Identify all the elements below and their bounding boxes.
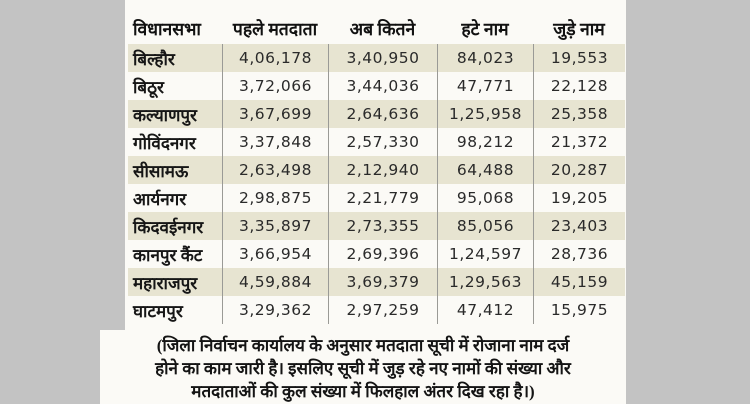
- table-row: [128, 296, 625, 324]
- removed-names-cell: 1,24,597: [437, 240, 533, 268]
- earlier-voters-cell: 3,35,897: [222, 212, 328, 240]
- earlier-voters-cell: 2,63,498: [222, 156, 328, 184]
- removed-names-cell: 95,068: [437, 184, 533, 212]
- removed-names-cell: 1,25,958: [437, 100, 533, 128]
- footnote-line-2: होने का काम जारी है। इसलिए सूची में जुड़ रहे नए नामों की संख्या और: [155, 359, 571, 378]
- footnote-line-3: मतदाताओं की कुल संख्या में फिलहाल अंतर दिख रहा है।): [191, 382, 535, 401]
- column-header-assembly: विधानसभा: [133, 18, 201, 39]
- earlier-voters-cell: 4,06,178: [222, 44, 328, 72]
- assembly-name-cell: आर्यनगर: [133, 189, 187, 209]
- assembly-name-cell: किदवईनगर: [133, 217, 204, 237]
- added-names-cell: 19,205: [533, 184, 625, 212]
- table-row: [128, 212, 625, 240]
- added-names-cell: 19,553: [533, 44, 625, 72]
- current-voters-cell: 2,57,330: [328, 128, 437, 156]
- removed-names-cell: 85,056: [437, 212, 533, 240]
- assembly-name-cell: घाटमपुर: [133, 301, 183, 321]
- table-row: [128, 128, 625, 156]
- column-header-current-voters: अब कितने: [349, 18, 416, 39]
- removed-names-cell: 64,488: [437, 156, 533, 184]
- assembly-name-cell: महाराजपुर: [133, 273, 198, 293]
- removed-names-cell: 47,771: [437, 72, 533, 100]
- current-voters-cell: 2,97,259: [328, 296, 437, 324]
- assembly-name-cell: कल्याणपुर: [133, 105, 197, 125]
- footnote-line-1: (जिला निर्वाचन कार्यालय के अनुसार मतदाता सूची में रोजाना नाम दर्ज: [156, 336, 570, 355]
- added-names-cell: 28,736: [533, 240, 625, 268]
- table-row: [128, 156, 625, 184]
- current-voters-cell: 2,73,355: [328, 212, 437, 240]
- added-names-cell: 23,403: [533, 212, 625, 240]
- earlier-voters-cell: 2,98,875: [222, 184, 328, 212]
- current-voters-cell: 2,12,940: [328, 156, 437, 184]
- removed-names-cell: 84,023: [437, 44, 533, 72]
- removed-names-cell: 47,412: [437, 296, 533, 324]
- table-row: [128, 184, 625, 212]
- earlier-voters-cell: 3,67,699: [222, 100, 328, 128]
- table-row: [128, 72, 625, 100]
- column-header-earlier-voters: पहले मतदाता: [232, 18, 318, 39]
- added-names-cell: 21,372: [533, 128, 625, 156]
- removed-names-cell: 98,212: [437, 128, 533, 156]
- assembly-name-cell: गोविंदनगर: [133, 133, 196, 153]
- table-row: [128, 240, 625, 268]
- voter-statistics-table: [128, 13, 625, 324]
- current-voters-cell: 2,64,636: [328, 100, 437, 128]
- added-names-cell: 25,358: [533, 100, 625, 128]
- removed-names-cell: 1,29,563: [437, 268, 533, 296]
- table-body: [128, 44, 625, 324]
- assembly-name-cell: बिल्हौर: [133, 49, 175, 69]
- earlier-voters-cell: 3,72,066: [222, 72, 328, 100]
- earlier-voters-cell: 3,66,954: [222, 240, 328, 268]
- assembly-name-cell: कानपुर कैंट: [133, 245, 203, 265]
- added-names-cell: 20,287: [533, 156, 625, 184]
- column-header-removed-names: हटे नाम: [461, 18, 509, 39]
- table-row: [128, 100, 625, 128]
- current-voters-cell: 2,21,779: [328, 184, 437, 212]
- added-names-cell: 15,975: [533, 296, 625, 324]
- earlier-voters-cell: 3,29,362: [222, 296, 328, 324]
- current-voters-cell: 3,69,379: [328, 268, 437, 296]
- table-row: [128, 44, 625, 72]
- table-row: [128, 268, 625, 296]
- current-voters-cell: 2,69,396: [328, 240, 437, 268]
- assembly-name-cell: बिठूर: [133, 77, 164, 97]
- assembly-name-cell: सीसामऊ: [133, 161, 189, 181]
- added-names-cell: 22,128: [533, 72, 625, 100]
- earlier-voters-cell: 4,59,884: [222, 268, 328, 296]
- current-voters-cell: 3,44,036: [328, 72, 437, 100]
- column-header-added-names: जुड़े नाम: [553, 18, 605, 39]
- added-names-cell: 45,159: [533, 268, 625, 296]
- footnote: [102, 334, 624, 403]
- earlier-voters-cell: 3,37,848: [222, 128, 328, 156]
- table-header-row: [128, 13, 625, 44]
- current-voters-cell: 3,40,950: [328, 44, 437, 72]
